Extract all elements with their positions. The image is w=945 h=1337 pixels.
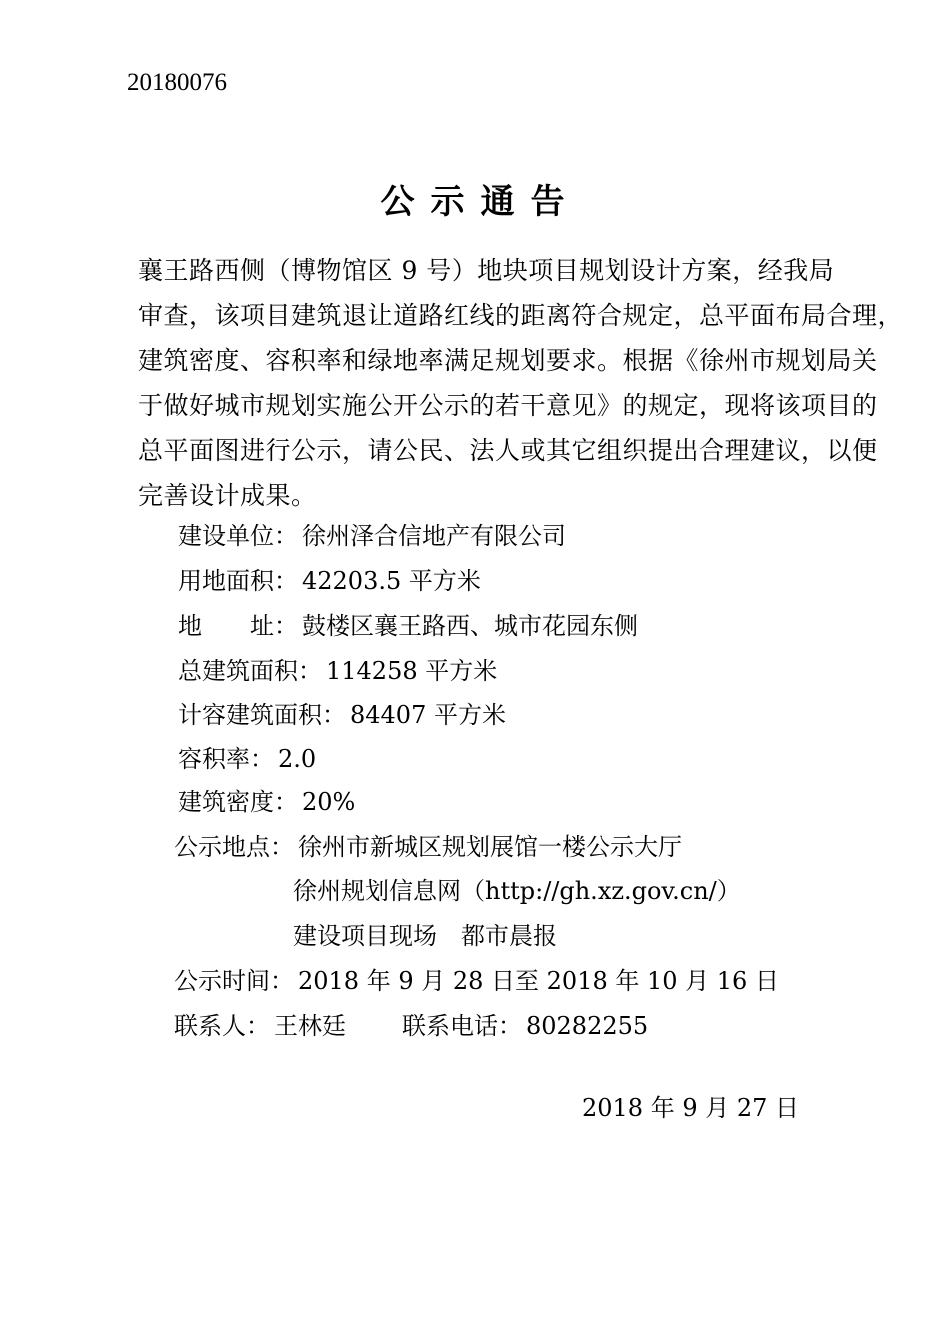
paragraph-line: 建筑密度、容积率和绿地率满足规划要求。根据《徐州市规划局关 <box>138 346 878 375</box>
field-label: 公示时间： <box>174 967 294 995</box>
field-label: 公示地点： <box>174 833 294 861</box>
field-building-density <box>178 787 355 817</box>
publicity-location-website: 徐州规划信息网（http://gh.xz.gov.cn/） <box>293 877 741 905</box>
field-publicity-time <box>174 966 779 996</box>
field-contact <box>174 1011 648 1041</box>
contact-phone-label: 联系电话： <box>402 1012 522 1040</box>
field-value: 2018 年 9 月 28 日至 2018 年 10 月 16 日 <box>298 967 779 995</box>
publicity-location-site: 建设项目现场 都市晨报 <box>293 922 557 950</box>
paragraph-line: 审查，该项目建筑退让道路红线的距离符合规定，总平面布局合理， <box>138 301 904 330</box>
field-address <box>178 611 638 641</box>
field-label: 计容建筑面积： <box>178 701 346 729</box>
paragraph-line: 襄王路西侧（博物馆区 9 号）地块项目规划设计方案，经我局 <box>138 256 835 285</box>
field-label: 容积率： <box>178 745 274 773</box>
contact-label: 联系人： <box>174 1012 270 1040</box>
field-value: 徐州泽合信地产有限公司 <box>302 522 566 550</box>
field-label: 总建筑面积： <box>178 657 322 685</box>
field-floor-area-ratio <box>178 744 316 774</box>
field-value: 42203.5 平方米 <box>302 567 481 595</box>
field-value: 84407 平方米 <box>350 701 506 729</box>
field-label: 用地面积： <box>178 567 298 595</box>
paragraph-line: 完善设计成果。 <box>138 481 317 510</box>
field-total-building-area <box>178 656 497 686</box>
field-label: 建筑密度： <box>178 788 298 816</box>
field-value: 2.0 <box>278 745 317 773</box>
document-number: 20180076 <box>127 69 227 96</box>
paragraph-line: 总平面图进行公示，请公民、法人或其它组织提出合理建议，以便 <box>138 436 878 465</box>
field-value: 20% <box>302 788 356 816</box>
field-label: 建设单位： <box>178 522 298 550</box>
field-construction-unit <box>178 521 566 551</box>
field-label: 地 址： <box>178 612 298 640</box>
field-publicity-location <box>174 832 682 862</box>
field-value: 114258 平方米 <box>326 657 498 685</box>
notice-title: 公示通告 <box>380 182 581 222</box>
field-value: 徐州市新城区规划展馆一楼公示大厅 <box>298 833 682 861</box>
field-far-building-area <box>178 700 506 730</box>
contact-name: 王林廷 <box>274 1012 346 1040</box>
paragraph-line: 于做好城市规划实施公开公示的若干意见》的规定，现将该项目的 <box>138 391 878 420</box>
field-land-area <box>178 566 481 596</box>
notice-date: 2018 年 9 月 27 日 <box>582 1094 800 1122</box>
contact-phone: 80282255 <box>526 1012 649 1040</box>
field-value: 鼓楼区襄王路西、城市花园东侧 <box>302 612 638 640</box>
